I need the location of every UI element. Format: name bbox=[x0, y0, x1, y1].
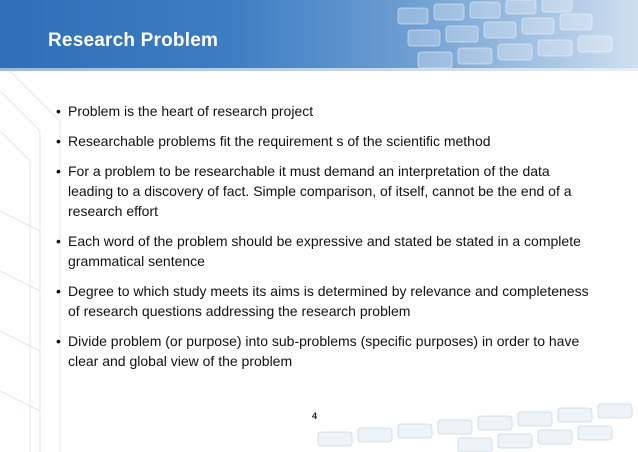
list-item bbox=[56, 131, 596, 151]
keyboard-bottom-decoration-icon bbox=[278, 372, 638, 452]
list-item bbox=[56, 161, 596, 221]
bullet-marker: • bbox=[56, 133, 61, 149]
bullet-marker: • bbox=[56, 283, 61, 299]
keyboard-decoration-icon bbox=[338, 0, 638, 70]
bullet-text: Researchable problems fit the requirement s of the scientific method bbox=[68, 133, 491, 149]
slide-title: Research Problem bbox=[48, 30, 219, 51]
bullet-marker: • bbox=[56, 103, 61, 119]
list-item bbox=[56, 231, 596, 271]
header-band bbox=[0, 0, 638, 70]
bullet-list bbox=[56, 101, 596, 381]
list-item bbox=[56, 281, 596, 321]
bullet-text: Degree to which study meets its aims is determined by relevance and completeness of research questions addressing the research problem bbox=[68, 283, 589, 319]
bullet-text: Divide problem (or purpose) into sub-problems (specific purposes) in order to have clear and global view of the problem bbox=[68, 333, 580, 369]
bullet-marker: • bbox=[56, 333, 61, 349]
page-number: 4 bbox=[312, 411, 318, 421]
bullet-marker: • bbox=[56, 233, 61, 249]
header-divider bbox=[0, 68, 638, 71]
list-item bbox=[56, 331, 596, 371]
bullet-text: Problem is the heart of research project bbox=[68, 103, 314, 119]
list-item bbox=[56, 101, 596, 121]
bullet-text: For a problem to be researchable it must demand an interpretation of the data leading to a discovery of fact. Simple comparison, of itself, cannot be the end of a research effort bbox=[68, 163, 572, 219]
bullet-text: Each word of the problem should be expressive and stated be stated in a complete grammatical sentence bbox=[68, 233, 581, 269]
bullet-marker: • bbox=[56, 163, 61, 179]
